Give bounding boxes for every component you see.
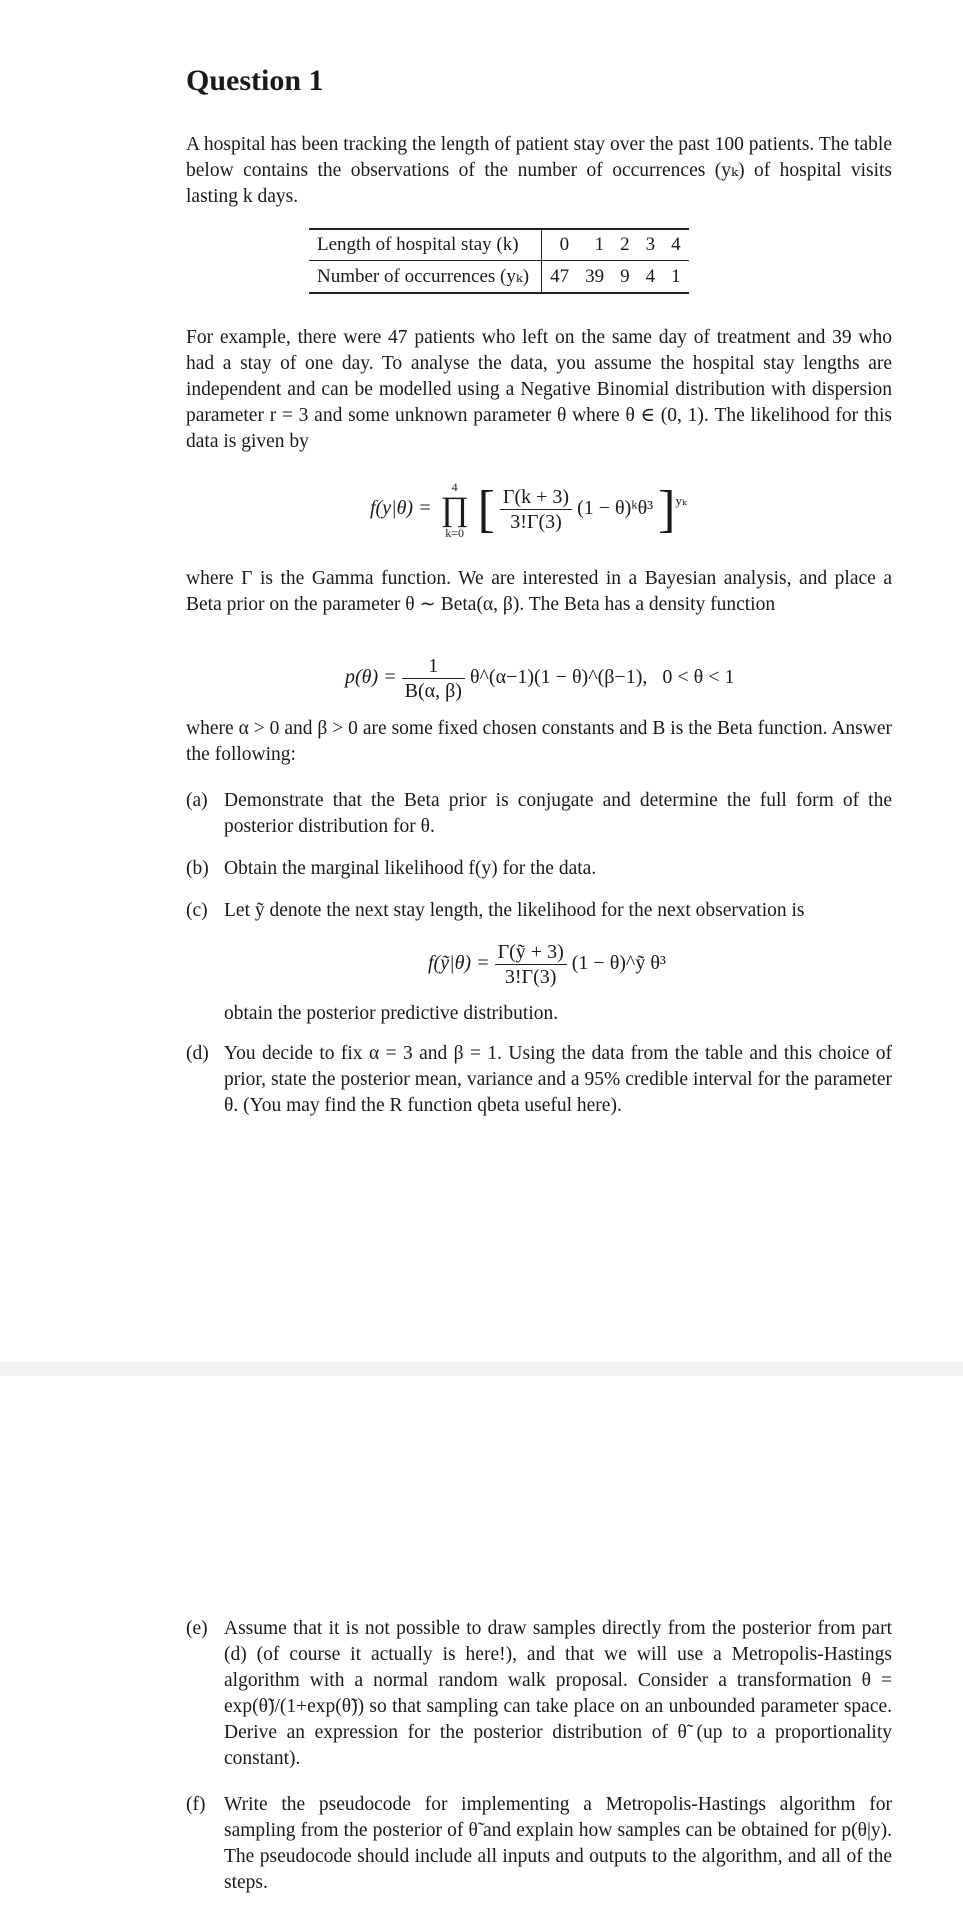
table-cell: 0 bbox=[542, 229, 578, 261]
numerator: Γ(ỹ + 3) bbox=[495, 940, 567, 965]
table-row bbox=[309, 261, 689, 294]
page-bottom bbox=[0, 1376, 963, 1914]
intro-paragraph: A hospital has been tracking the length of patient stay over the past 100 patients. The table below contains the observations of the number of occurrences (yₖ) of hospital visits lasting k days. bbox=[186, 134, 892, 207]
table-row-label: Length of hospital stay (k) bbox=[309, 229, 542, 261]
question-title: Question 1 bbox=[186, 64, 324, 97]
list-item bbox=[186, 856, 892, 882]
page-separator bbox=[0, 1362, 963, 1376]
item-label: (e) bbox=[186, 1618, 208, 1639]
numerator: Γ(k + 3) bbox=[500, 485, 572, 510]
numerator: 1 bbox=[402, 654, 465, 679]
list-item bbox=[186, 1616, 892, 1772]
constants-paragraph: where α > 0 and β > 0 are some fixed chosen constants and B is the Beta function. Answer the following: bbox=[186, 718, 892, 765]
list-item bbox=[186, 1041, 892, 1119]
item-text: Demonstrate that the Beta prior is conjugate and determine the full form of the posterior distribution for θ. bbox=[224, 790, 892, 837]
item-label: (c) bbox=[186, 900, 208, 921]
list-item bbox=[186, 788, 892, 840]
item-text: Let ỹ denote the next stay length, the likelihood for the next observation is bbox=[224, 900, 805, 921]
table-cell: 2 bbox=[612, 229, 638, 261]
predictive-equation bbox=[428, 940, 666, 989]
list-item bbox=[186, 1001, 892, 1027]
table-cell: 1 bbox=[663, 261, 689, 294]
denominator: 3!Γ(3) bbox=[504, 966, 557, 988]
fraction bbox=[495, 940, 567, 989]
eq-tail: θ^(α−1)(1 − θ)^(β−1), bbox=[469, 666, 648, 689]
item-label: (f) bbox=[186, 1794, 206, 1815]
list-item bbox=[186, 898, 892, 924]
fraction bbox=[500, 485, 572, 534]
eq-range: 0 < θ < 1 bbox=[662, 666, 735, 689]
item-text: Obtain the marginal likelihood f(y) for the data. bbox=[224, 858, 597, 879]
eq-lhs: p(θ) = bbox=[345, 666, 397, 689]
eq-lhs: f(ỹ|θ) = bbox=[428, 952, 490, 975]
denominator: B(α, β) bbox=[404, 680, 462, 702]
table-cell: 9 bbox=[612, 261, 638, 294]
item-label: (d) bbox=[186, 1043, 209, 1064]
table-cell: 39 bbox=[577, 261, 612, 294]
denominator: 3!Γ(3) bbox=[510, 511, 562, 533]
table-cell: 47 bbox=[542, 261, 578, 294]
table-cell: 3 bbox=[638, 229, 664, 261]
list-item bbox=[186, 1792, 892, 1896]
table-cell: 1 bbox=[577, 229, 612, 261]
eq-lhs: f(y|θ) = bbox=[370, 497, 432, 520]
item-text: obtain the posterior predictive distribution. bbox=[224, 1003, 559, 1024]
item-text: Write the pseudocode for implementing a Metropolis-Hastings algorithm for sampling from the posterior of θ̃ and explain how samples can be obtained for p(θ|y). The pseudocode should include all inputs and outputs to the algorithm, and all of the steps. bbox=[224, 1794, 892, 1893]
item-label: (a) bbox=[186, 790, 208, 811]
example-paragraph: For example, there were 47 patients who left on the same day of treatment and 39 who had a stay of one day. To analyse the data, you assume the hospital stay lengths are independent and can be modelled using a Negative Binomial distribution with dispersion parameter r = 3 and some unknown parameter θ where θ ∈ (0, 1). The likelihood for this data is given by bbox=[186, 327, 892, 452]
table-row-label: Number of occurrences (yₖ) bbox=[309, 261, 542, 294]
item-text: You decide to fix α = 3 and β = 1. Using the data from the table and this choice of prior, state the posterior mean, variance and a 95% credible interval for the parameter θ. (You may find the R function qbeta useful here). bbox=[224, 1043, 892, 1116]
prod-upper-limit: 4 bbox=[451, 479, 458, 494]
likelihood-equation: f(y|θ) = 4 ∏ k=0 [ $\frac{\Gamma(k + 3)}{3!\Gamma(3)}$ (1 − θ)ᵏθ³ ]$^{y_k}$ bbox=[370, 479, 687, 540]
item-label: (b) bbox=[186, 858, 209, 879]
fraction bbox=[402, 654, 465, 703]
product-symbol: 4 ∏ k=0 bbox=[440, 479, 469, 540]
item-text: Assume that it is not possible to draw samples directly from the posterior from part (d) (of course it actually is here!), and that we will use a Metropolis-Hastings algorithm with a normal random walk proposal. Consider a transformation θ = exp(θ̃)/(1+exp(θ̃)) so that sampling can take place on an unbounded parameter space. Derive an expression for the posterior distribution of θ̃ (up to a proportionality constant). bbox=[224, 1618, 892, 1769]
table-cell: 4 bbox=[638, 261, 664, 294]
exponent: yₖ bbox=[675, 493, 687, 509]
observations-table bbox=[309, 228, 689, 294]
prod-lower-limit: k=0 bbox=[445, 525, 464, 540]
eq-tail: (1 − θ)ᵏθ³ bbox=[577, 497, 654, 520]
prior-equation bbox=[345, 654, 735, 703]
eq-tail: (1 − θ)^ỹ θ³ bbox=[571, 952, 666, 975]
table-cell: 4 bbox=[663, 229, 689, 261]
table-row bbox=[309, 229, 689, 261]
gamma-paragraph: where Γ is the Gamma function. We are interested in a Bayesian analysis, and place a Beta prior on the parameter θ ∼ Beta(α, β). The Beta has a density function bbox=[186, 568, 892, 615]
